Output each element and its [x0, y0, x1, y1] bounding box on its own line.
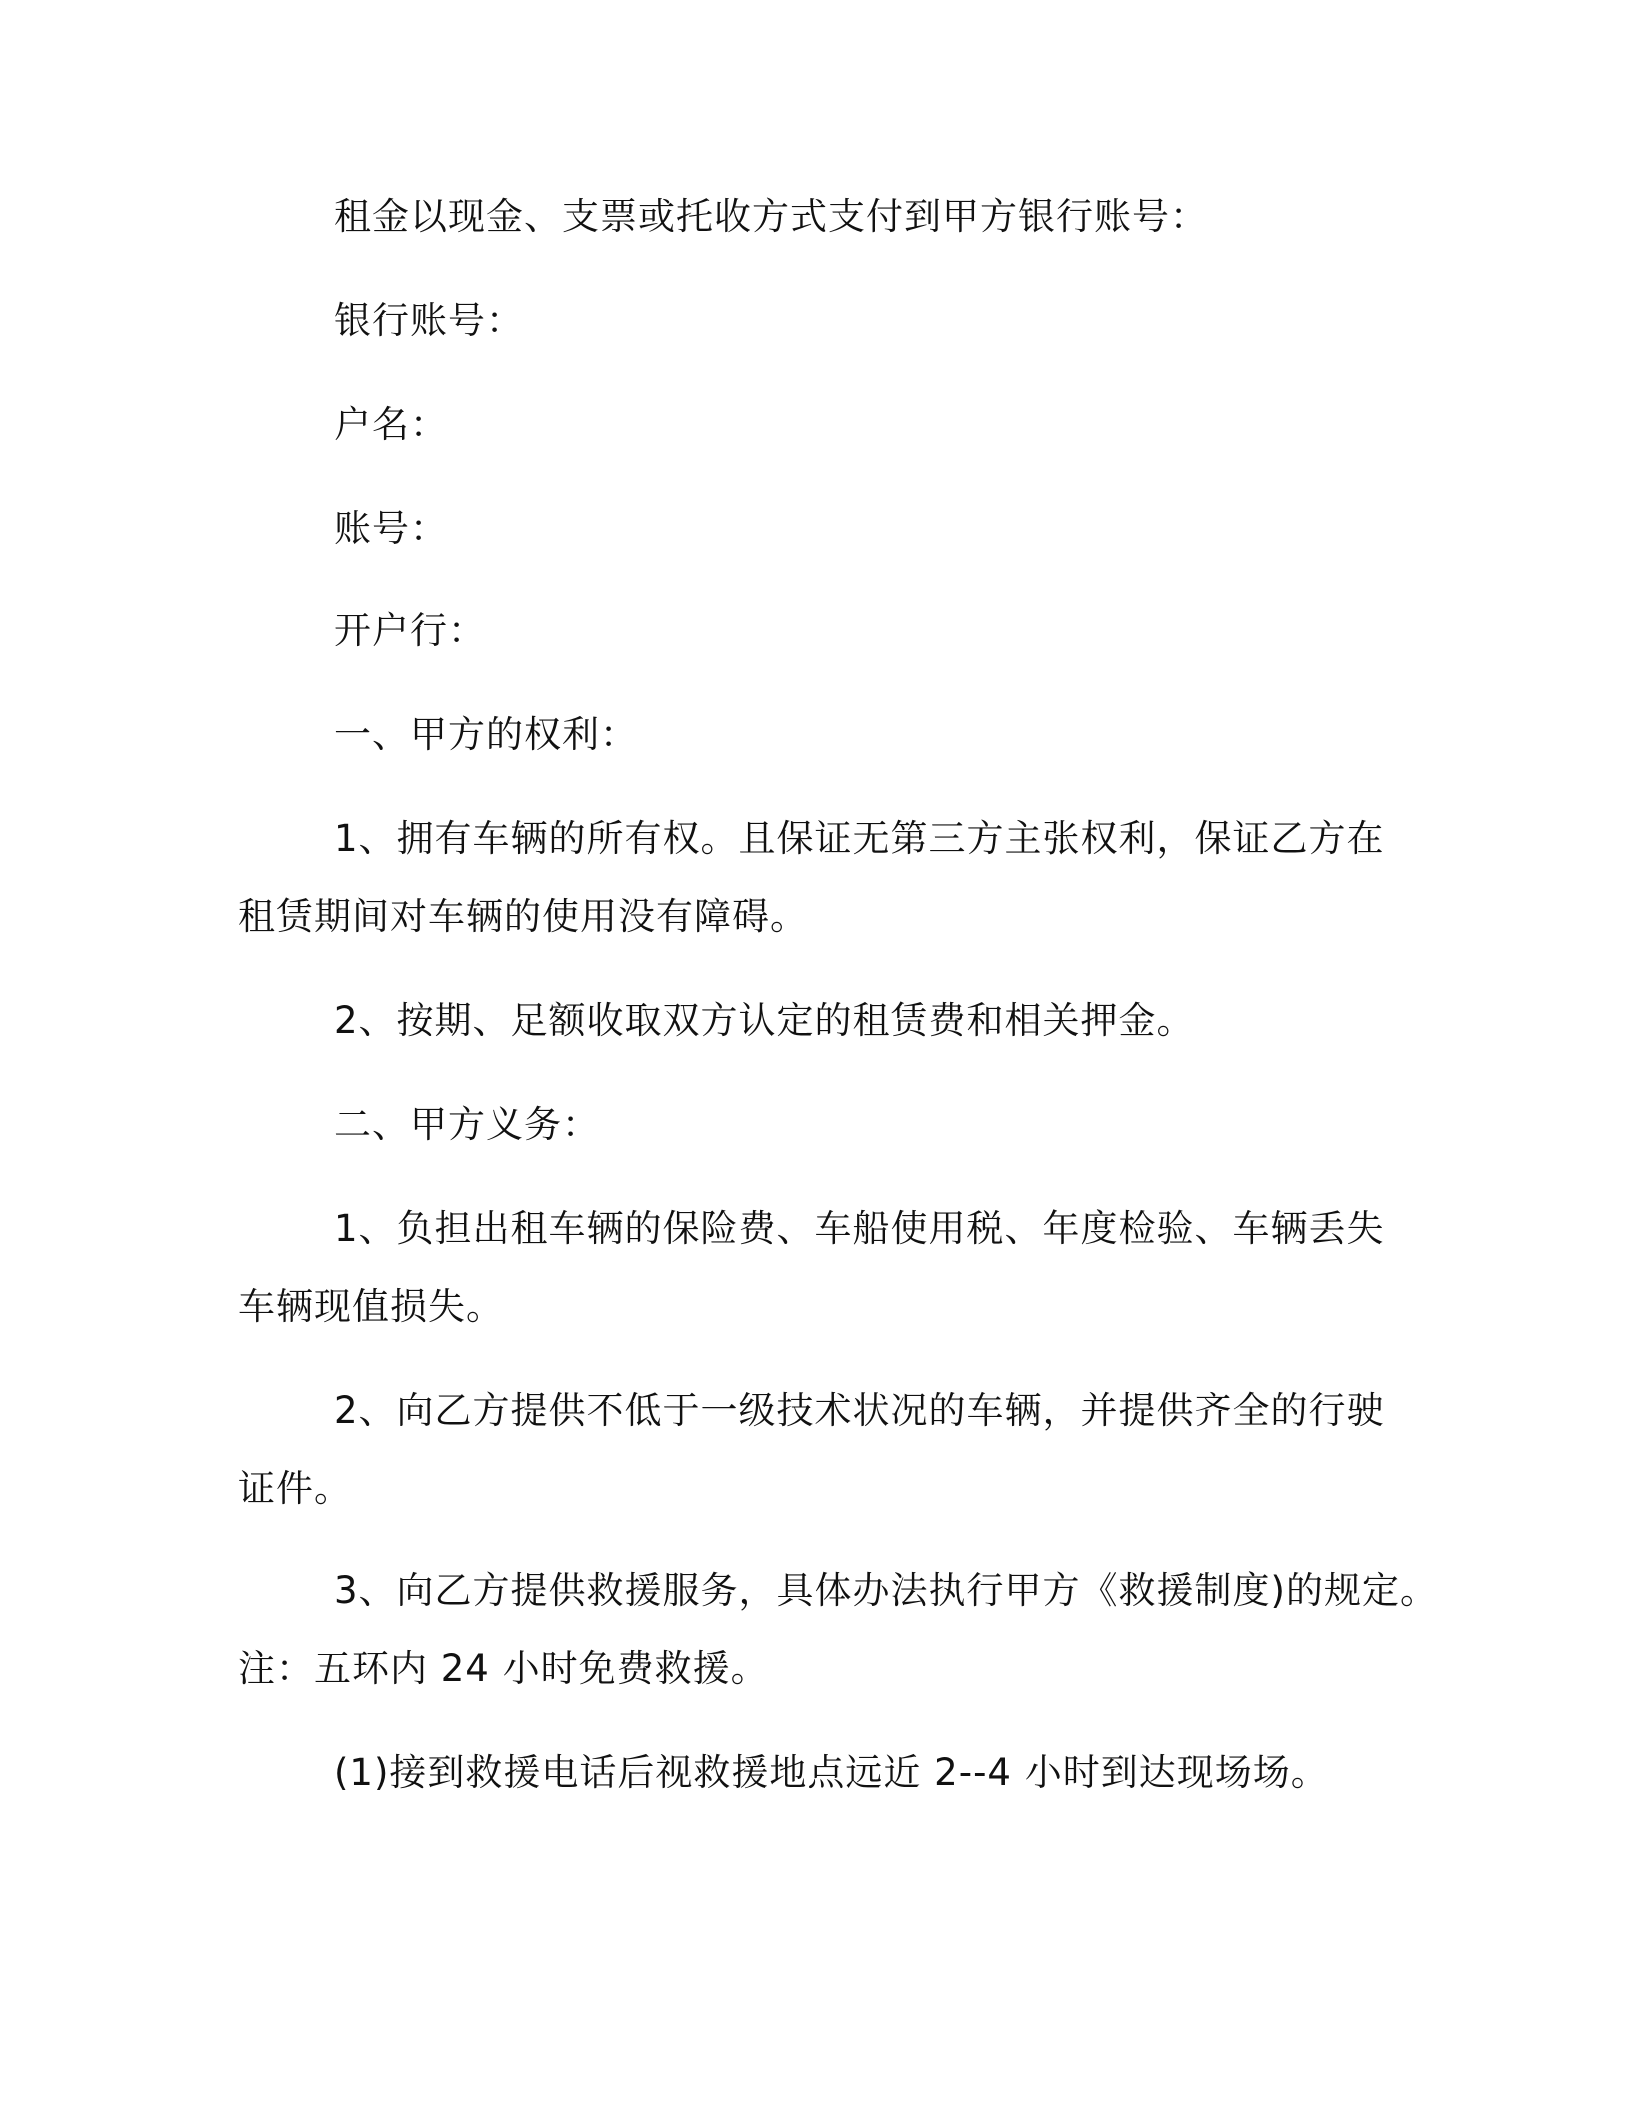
heading-text: 一、甲方的权利： [334, 713, 638, 756]
paragraph-account-name [238, 386, 1438, 464]
paragraph-text: 3、向乙方提供救援服务，具体办法执行甲方《救援制度)的规定。 [334, 1569, 1438, 1612]
paragraph-text: 2、按期、足额收取双方认定的租赁费和相关押金。 [334, 999, 1195, 1042]
paragraph-text: 注：五环内 24 小时免费救援。 [238, 1647, 769, 1690]
paragraph-text: 户名： [334, 403, 448, 446]
paragraph-text: 证件。 [238, 1467, 352, 1510]
paragraph-obligations-item-1 [238, 1190, 1438, 1346]
paragraph-rescue-subitem-1 [238, 1734, 1438, 1812]
paragraph-account-number [238, 490, 1438, 568]
paragraph-rights-item-1 [238, 800, 1438, 956]
paragraph-text: (1)接到救援电话后视救援地点远近 2--4 小时到达现场场。 [334, 1751, 1329, 1794]
paragraph-payment-method [238, 178, 1438, 256]
paragraph-obligations-item-3 [238, 1552, 1438, 1708]
paragraph-text: 车辆现值损失。 [238, 1285, 504, 1328]
paragraph-rights-item-2 [238, 982, 1438, 1060]
heading-text: 二、甲方义务： [334, 1103, 600, 1146]
paragraph-text: 租金以现金、支票或托收方式支付到甲方银行账号： [334, 195, 1208, 238]
paragraph-text: 开户行： [334, 609, 486, 652]
heading-party-a-obligations [238, 1086, 1438, 1164]
paragraph-obligations-item-2 [238, 1372, 1438, 1528]
paragraph-text: 2、向乙方提供不低于一级技术状况的车辆，并提供齐全的行驶 [334, 1389, 1385, 1432]
paragraph-text: 1、负担出租车辆的保险费、车船使用税、年度检验、车辆丢失 [334, 1207, 1385, 1250]
paragraph-text: 账号： [334, 507, 448, 550]
paragraph-text: 1、拥有车辆的所有权。且保证无第三方主张权利，保证乙方在 [334, 817, 1385, 860]
heading-party-a-rights [238, 696, 1438, 774]
paragraph-opening-bank [238, 592, 1438, 670]
paragraph-bank-account [238, 282, 1438, 360]
paragraph-text: 银行账号： [334, 299, 524, 342]
paragraph-text: 租赁期间对车辆的使用没有障碍。 [238, 895, 808, 938]
